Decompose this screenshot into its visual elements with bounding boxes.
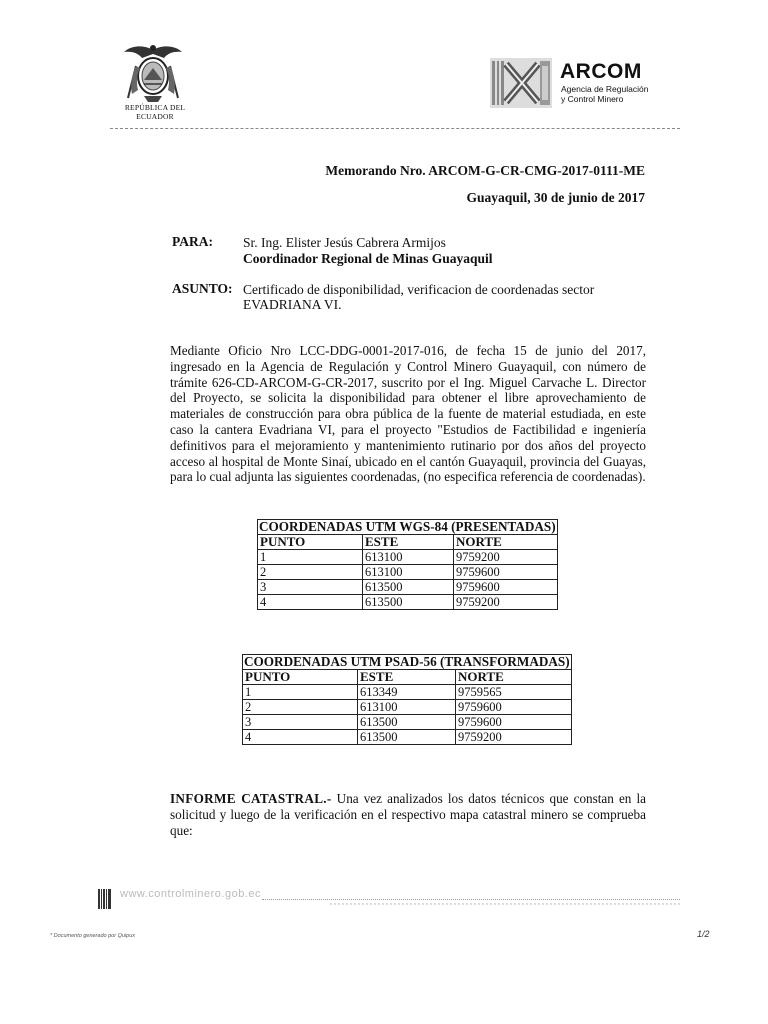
org-short-name: ARCOM: [560, 60, 642, 83]
para-name: Sr. Ing. Elister Jesús Cabrera Armijos: [243, 235, 446, 250]
footer-url: www.controlminero.gob.ec: [120, 888, 262, 900]
cell-norte: 9759565: [456, 685, 572, 700]
cell-norte: 9759600: [456, 700, 572, 715]
cell-norte: 9759600: [454, 580, 558, 595]
cell-punto: 3: [258, 580, 363, 595]
cell-norte: 9759200: [454, 595, 558, 610]
memo-number: Memorando Nro. ARCOM-G-CR-CMG-2017-0111-ME: [325, 163, 645, 178]
cell-este: 613500: [358, 715, 456, 730]
cell-punto: 2: [258, 565, 363, 580]
asunto-line2: EVADRIANA VI.: [243, 297, 342, 312]
asunto-line1: Certificado de disponibilidad, verificacion de coordenadas sector: [243, 282, 595, 297]
cell-este: 613500: [363, 595, 454, 610]
col-header-norte: NORTE: [456, 670, 572, 685]
col-header-norte: NORTE: [454, 535, 558, 550]
coat-of-arms-icon: [118, 40, 188, 106]
table-row: [243, 730, 572, 745]
country-name: [112, 103, 198, 121]
table-row: [258, 550, 558, 565]
country-line2: ECUADOR: [136, 112, 174, 121]
cell-norte: 9759600: [454, 565, 558, 580]
cell-norte: 9759600: [456, 715, 572, 730]
org-line2: y Control Minero: [561, 93, 624, 104]
cell-punto: 4: [258, 595, 363, 610]
para-label: PARA:: [172, 234, 213, 249]
cell-este: 613500: [358, 730, 456, 745]
table-row: [258, 565, 558, 580]
cell-este: 613349: [358, 685, 456, 700]
body-paragraph: Mediante Oficio Nro LCC-DDG-0001-2017-016, de fecha 15 de junio del 2017, ingresado en la Agencia de Regulación y Control Minero Guayaquil, con número de trámite 626-CD-ARCOM-G-CR-2017, suscrito por el Ing. Miguel Carvache L. Director del Proyecto, se solicita la disponibilidad para obtener el libre aprovechamiento de materiales de construcción para obra pública de la fuente de material estudiada, en este caso la cantera Evadriana VI, para el proyecto "Estudios de Factibilidad e ingeniería definitivos para el mejoramiento y mantenimiento rutinario por dos años del proyecto acceso al hospital de Monte Sinaí, ubicado en el cantón Guayaquil, provincia del Guayas, para lo cual adjunta las siguientes coordenadas, (no especifica referencia de coordenadas).: [170, 343, 646, 485]
cell-punto: 4: [243, 730, 358, 745]
asunto-label: ASUNTO:: [172, 281, 233, 296]
para-title: Coordinador Regional de Minas Guayaquil: [243, 251, 493, 266]
table-header-row: [258, 535, 558, 550]
arcom-logo-icon: [490, 58, 552, 108]
org-line1: Agencia de Regulación: [561, 84, 649, 94]
footer-decoration: [330, 903, 680, 913]
cell-punto: 1: [258, 550, 363, 565]
table-title: COORDENADAS UTM PSAD-56 (TRANSFORMADAS): [244, 654, 570, 669]
cell-este: 613100: [363, 550, 454, 565]
memo-date: Guayaquil, 30 de junio de 2017: [466, 190, 645, 205]
informe-label: INFORME CATASTRAL.-: [170, 791, 332, 806]
col-header-punto: PUNTO: [243, 670, 358, 685]
cell-este: 613500: [363, 580, 454, 595]
cell-este: 613100: [363, 565, 454, 580]
cell-este: 613100: [358, 700, 456, 715]
coordinates-table-wgs84: [257, 519, 558, 610]
generated-note: * Documento generado por Quipux: [50, 933, 135, 939]
cell-norte: 9759200: [454, 550, 558, 565]
footer-divider: [262, 899, 680, 900]
informe-text: Una vez analizados los datos técnicos que constan en la solicitud y luego de la verificación en el respectivo mapa catastral minero se comprueba que:: [170, 791, 646, 838]
table-header-row: [243, 670, 572, 685]
table-row: [258, 580, 558, 595]
header-divider: [110, 128, 680, 129]
col-header-punto: PUNTO: [258, 535, 363, 550]
table-title: COORDENADAS UTM WGS-84 (PRESENTADAS): [259, 519, 556, 534]
org-full-name: [561, 85, 651, 104]
table-row: [243, 685, 572, 700]
country-line1: REPÚBLICA DEL: [124, 103, 186, 112]
table-row: [243, 700, 572, 715]
cell-punto: 2: [243, 700, 358, 715]
col-header-este: ESTE: [363, 535, 454, 550]
col-header-este: ESTE: [358, 670, 456, 685]
coordinates-table-psad56: [242, 654, 572, 745]
cell-punto: 3: [243, 715, 358, 730]
barcode-icon: [98, 889, 112, 909]
cell-norte: 9759200: [456, 730, 572, 745]
page-number: 1/2: [697, 929, 710, 939]
table-row: [258, 595, 558, 610]
table-row: [243, 715, 572, 730]
informe-catastral: [170, 791, 646, 839]
cell-punto: 1: [243, 685, 358, 700]
